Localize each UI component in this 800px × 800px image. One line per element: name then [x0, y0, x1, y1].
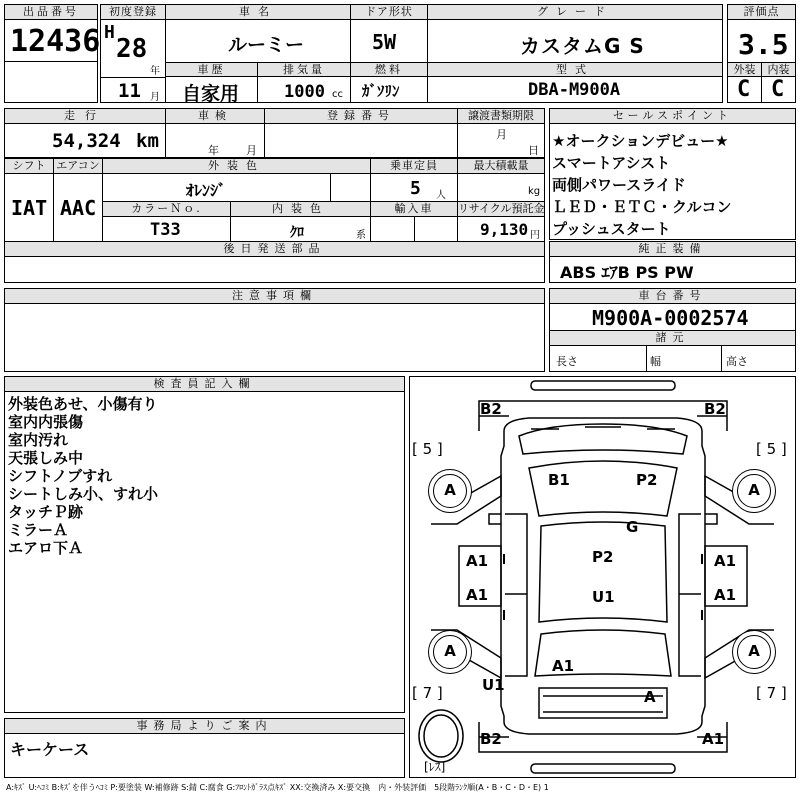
fuel: ｶﾞｿﾘﾝ [362, 82, 400, 100]
lot-label: 出品番号 [4, 4, 98, 20]
damage-mark: B1 [548, 471, 570, 489]
ac: AAC [60, 196, 97, 220]
reg-month-unit: 月 [150, 92, 160, 103]
spare-tire-label: [ﾚｽ] [424, 760, 446, 774]
spec-height: 高さ [726, 355, 748, 368]
office-label: 事務局よりご案内 [4, 718, 405, 734]
fuel-label: 燃料 [350, 62, 428, 77]
inspector-item: 室内内張傷 [8, 413, 84, 431]
chassis-number: M900A-0002574 [592, 306, 749, 330]
colorno-label: カラーＮｏ. [102, 201, 231, 217]
int-label: 内装 [761, 62, 796, 77]
reg-year: 28 [116, 34, 148, 64]
tire-rear-left [428, 630, 472, 674]
inspect-label: 車検 [165, 108, 265, 124]
model-label: 型式 [427, 62, 723, 77]
damage-mark: U1 [592, 588, 615, 606]
inspector-list [8, 395, 398, 557]
tire-rear-right [732, 630, 776, 674]
color-label: 外装色 [102, 158, 371, 174]
disp-label: 排気量 [257, 62, 351, 77]
inspector-item: シフトノブすれ [8, 467, 113, 485]
regno-label: 登録番号 [264, 108, 458, 124]
damage-mark: G [626, 518, 639, 536]
lot-number: 12436 [10, 24, 101, 59]
mileage: 54,324 [52, 130, 121, 152]
equip-label: 純正装備 [549, 241, 796, 257]
colorno: T33 [150, 220, 181, 240]
door: 5W [372, 30, 397, 54]
seats-label: 乗車定員 [370, 158, 458, 174]
color-sub-divider [330, 174, 331, 202]
salespoint-list [552, 130, 792, 240]
spec-divider-1 [646, 345, 647, 372]
reg-divider [100, 77, 166, 78]
salespoint-item: プッシュスタート [552, 220, 671, 238]
import-divider [414, 217, 415, 242]
reg-label: 初度登録 [100, 4, 166, 20]
salespoint-label: セールスポイント [549, 108, 796, 124]
damage-mark: U1 [482, 676, 505, 694]
salespoint-item: ＬＥＤ・ＥＴＣ・クルコン [552, 198, 732, 216]
tire-depth: [ 7 ] [756, 684, 787, 702]
damage-mark: A1 [702, 730, 725, 748]
transfer-label: 譲渡書類期限 [457, 108, 545, 124]
interior-rank: C [771, 77, 785, 102]
load-label: 最大積載量 [457, 158, 545, 174]
inspector-item: エアロ下Ａ [8, 539, 84, 557]
name-label: 車名 [165, 4, 351, 20]
salespoint-item: スマートアシスト [552, 154, 671, 172]
inspector-item: 外装色あせ、小傷有り [8, 395, 158, 413]
mileage-unit: km [136, 130, 159, 152]
load-unit: kg [528, 186, 541, 197]
history: 自家用 [182, 83, 240, 105]
transfer-day-unit: 日 [528, 144, 539, 157]
tire-depth: [ 5 ] [756, 440, 787, 458]
grade: カスタムG S [520, 34, 645, 58]
salespoint-item: ★オークションデビュー★ [552, 132, 729, 150]
disp-unit: cc [332, 89, 343, 100]
inspector-item: シートしみ小、すれ小 [8, 485, 159, 503]
history-label: 車歴 [165, 62, 258, 77]
score-divider [761, 76, 762, 103]
reg-year-unit: 年 [150, 66, 160, 77]
spec-label: 諸元 [549, 330, 796, 346]
car-name: ルーミー [228, 34, 305, 56]
ac-label: エアコン [53, 158, 103, 174]
import-label: 輸入車 [370, 201, 458, 217]
color: ｵﾚﾝｼﾞ [186, 181, 227, 200]
equipment: ABS ｴｱB PS PW [560, 263, 694, 282]
recycle-unit: 円 [530, 230, 540, 241]
postparts-label: 後日発送部品 [4, 241, 545, 257]
inspector-item: 天張しみ中 [8, 449, 84, 467]
damage-mark: A1 [714, 586, 737, 604]
inspector-label: 検査員記入欄 [4, 376, 405, 392]
notes-label: 注意事項欄 [4, 288, 545, 304]
tire-mark: A [444, 481, 456, 499]
ext-label: 外装 [727, 62, 762, 77]
score-label: 評価点 [727, 4, 796, 20]
door-label: ドア形状 [350, 4, 428, 20]
tire-front-left [428, 469, 472, 513]
inspect-month-unit: 月 [246, 144, 257, 157]
model: DBA-M900A [528, 80, 621, 100]
tire-depth: [ 7 ] [412, 684, 443, 702]
spec-length: 長さ [556, 355, 578, 368]
mileage-label: 走行 [4, 108, 166, 124]
salespoint-item: 両側パワースライド [552, 176, 686, 194]
displacement: 1000 [284, 82, 325, 102]
tire-mark: A [444, 642, 456, 660]
intcolor: ｸﾛ [290, 225, 304, 241]
reg-month: 11 [118, 80, 141, 102]
damage-mark: A1 [714, 552, 737, 570]
recycle: 9,130 [480, 220, 529, 239]
chassis-label: 車台番号 [549, 288, 796, 304]
inspect-year-unit: 年 [208, 144, 219, 157]
spec-divider-2 [721, 345, 722, 372]
inspector-item: タッチＰ跡 [8, 503, 84, 521]
damage-mark: A1 [466, 586, 489, 604]
car-diagram [409, 376, 796, 778]
damage-mark: A1 [466, 552, 489, 570]
damage-mark: P2 [592, 548, 614, 566]
shift: IAT [11, 196, 48, 220]
shift-label: シフト [4, 158, 54, 174]
legend: A:ｷｽﾞ U:ﾍｺﾐ B:ｷｽﾞを伴うﾍｺﾐ P:要塗装 W:補修跡 S:錆 C:腐食 G:ﾌﾛﾝﾄｶﾞﾗｽ点ｷｽﾞ XX:交換済み X:要交換 内・外装評価 5段階ﾗﾝｸ順(A・B・C・D・E) 1 [6, 783, 549, 792]
tire-mark: A [748, 642, 760, 660]
inspector-item: ミラーＡ [8, 521, 69, 539]
tire-depth: [ 5 ] [412, 440, 443, 458]
recycle-label: リサイクル預託金 [458, 202, 545, 215]
spec-width: 幅 [650, 355, 661, 368]
inspector-item: 室内汚れ [8, 431, 69, 449]
damage-mark: B2 [480, 400, 502, 418]
office-text: キーケース [10, 740, 90, 759]
intcolor-label: 内装色 [230, 201, 371, 217]
damage-mark: A1 [552, 657, 575, 675]
intcolor-unit: 系 [356, 230, 366, 241]
seats-unit: 人 [436, 190, 446, 201]
reg-era: H [104, 22, 115, 43]
damage-mark: B2 [704, 400, 726, 418]
transfer-month-unit: 月 [496, 128, 507, 141]
lot-blank [4, 61, 98, 103]
damage-mark: P2 [636, 471, 658, 489]
damage-mark: B2 [480, 730, 502, 748]
tire-front-right [732, 469, 776, 513]
exterior-rank: C [737, 77, 751, 102]
tire-mark: A [748, 481, 760, 499]
seats: 5 [410, 178, 421, 199]
score: 3.5 [738, 28, 789, 61]
damage-mark: A [644, 688, 656, 706]
grade-label: グレード [427, 4, 723, 20]
